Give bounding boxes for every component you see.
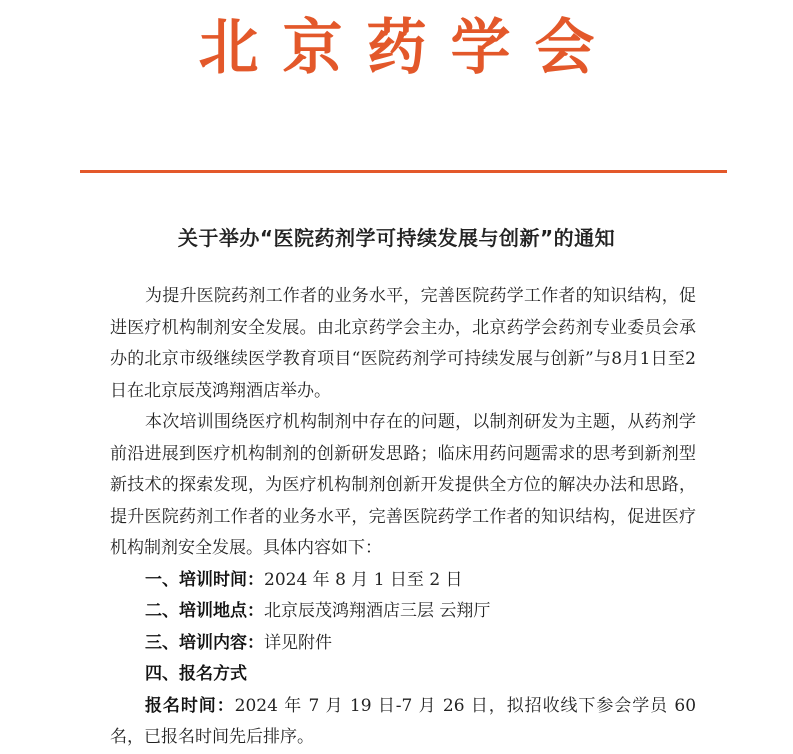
training-content-label: 三、培训内容： — [145, 632, 264, 653]
registration-time-item — [110, 691, 696, 754]
training-location-value: 北京辰茂鸿翔酒店三层 云翔厅 — [264, 601, 491, 621]
registration-method-label: 四、报名方式 — [145, 664, 247, 684]
training-content-item — [110, 628, 696, 660]
document-title: 关于举办“医院药剂学可持续发展与创新”的通知 — [177, 226, 616, 250]
training-time-label: 一、培训时间： — [145, 569, 264, 590]
registration-method-item — [110, 659, 696, 691]
training-location-item — [110, 596, 696, 628]
header-divider — [80, 170, 727, 173]
training-content-value: 详见附件 — [264, 632, 332, 653]
registration-time-label: 报名时间： — [145, 695, 235, 716]
intro-paragraph: 为提升医院药剂工作者的业务水平，完善医院药学工作者的知识结构，促进医疗机构制剂安全发展。由北京药学会主办，北京药学会药剂专业委员会承办的北京市级继续医学教育项目“医院药剂学可持续发展与创新”与8月1日至2日在北京辰茂鸿翔酒店举办。 — [110, 286, 697, 401]
document-body — [110, 281, 696, 754]
training-time-item — [110, 565, 696, 597]
organization-title: 北京药学会 — [198, 13, 619, 83]
content-paragraph: 本次培训围绕医疗机构制剂中存在的问题，以制剂研发为主题，从药剂学前沿进展到医疗机构制剂的创新研发思路；临床用药问题需求的思考到新剂型新技术的探索发现，为医疗机构制剂创新开发提供全方位的解决办法和思路，提升医院药剂工作者的业务水平，完善医院药学工作者的知识结构，促进医疗机构制剂安全发展。具体内容如下： — [110, 412, 696, 558]
registration-time-text: 2024 年 7 月 19 日-7 月 26 日，拟招收线下参会学员 60 名，已报名时间先后排序。 — [110, 695, 697, 747]
training-time-value: 2024 年 8 月 1 日至 2 日 — [264, 569, 463, 590]
training-location-label: 二、培训地点： — [145, 601, 264, 621]
